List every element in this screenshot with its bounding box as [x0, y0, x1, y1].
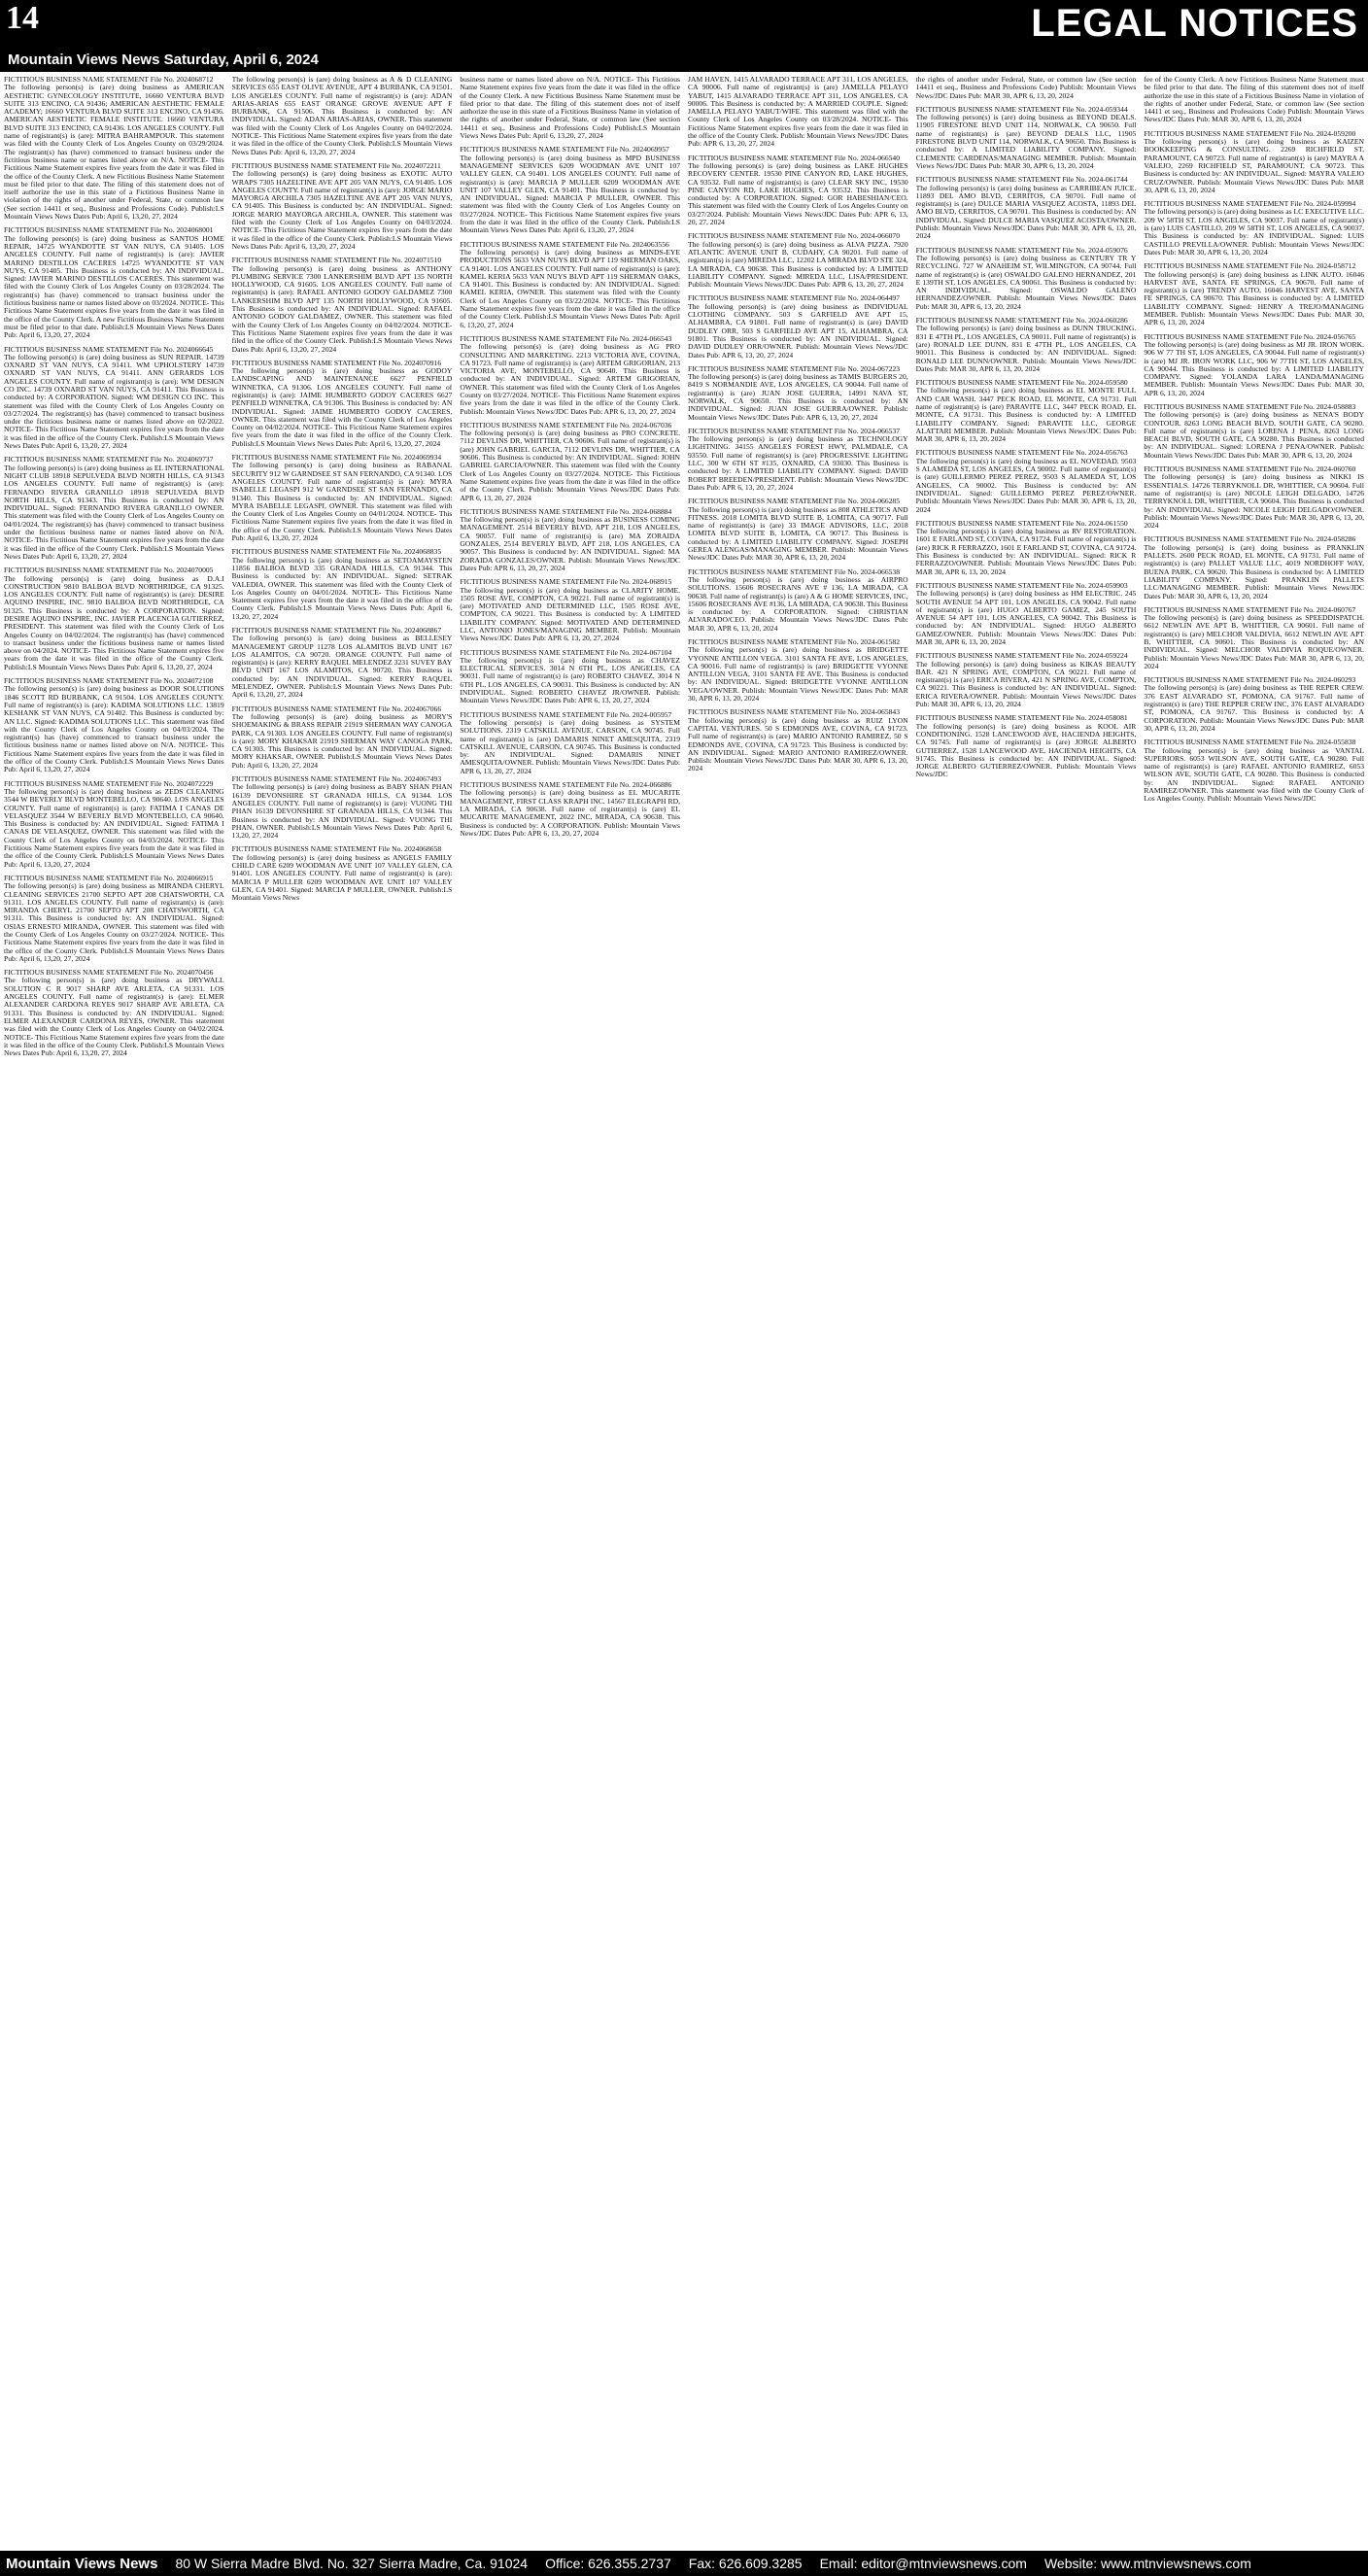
- legal-notice: [460, 422, 680, 502]
- notice-body: The following person(s) is (are) doing business as EL NOVEDAD. 9503 S ALAMEDA ST, LOS ANGELES, CA 90002. Full name of registrant(s) is (are) GUILLERMO PEREZ PEREZ, 9503 S ALAMEDA ST, LOS ANGELES, CA 90002. This Business is conducted by: AN INDIVIDUAL. Signed: GUILLERMO PEREZ PEREZ/OWNER. Publish: Mountain Views News/JDC Dates Pub: MAR 30, APR 6, 13, 20, 2024: [915, 456, 1137, 514]
- notice-heading: FICTITIOUS BUSINESS NAME STATEMENT File No. 2024063556: [460, 239, 669, 249]
- legal-notice: [916, 714, 1137, 778]
- legal-notice: [4, 346, 224, 451]
- notice-body: JAM HAVEN, 1415 ALVARADO TERRACE APT 311, LOS ANGELES, CA 90006. Full name of registrant(s) is (are) JAMELLA PELAYO YABUT, 1415 ALVARADO TERRACE APT 311, LOS ANGELES, CA 90006. This Business is conducted by: A MARRIED COUPLE. Signed: JAMELLA PELAYO YABUT/WIFE. This statement was filed with the County Clerk of Los Angeles County on 03/28/2024. NOTICE- This Fictitious Name Statement expires five years from the date it was filed in the office of the County Clerk. Publish: Mountain Views News/JDC Dates Pub: APR 6, 13, 20, 27, 2024: [688, 76, 908, 149]
- notice-body: business name or names listed above on N/A. NOTICE- This Fictitious Name Statement expires five years from the date it was filed in the office of the County Clerk. A new Fictitious Business Name Statement must be filed prior to that date. The filing of this statement does not of itself authorize the use in this state of a Fictitious Business Name in violation of the rights of another under Federal, State, or common law (See section 14411 et seq., Business and Professions Code) Publish:LS Mountain Views News Dates Pub: April 6, 13,20, 27, 2024: [460, 76, 680, 141]
- legal-notice: [1144, 262, 1364, 326]
- notice-body: The following person(s) is (are) doing business as CHAVEZ ELECTRICAL SERVICES. 3014 N 6TH PL, LOS ANGELES, CA 90031. Full name of registrant(s) is (are) ROBERTO CHAVEZ, 3014 N 6TH PL, LOS ANGELES, CA 90031. This Business is conducted by: AN INDIVIDUAL. Signed: ROBERTO CHAVEZ JR/OWNER. Publish: Mountain Views News/JDC Dates Pub: APR 6, 13, 20, 27, 2024: [460, 655, 680, 705]
- legal-notice: [232, 76, 453, 156]
- notice-body: The following person(s) is (are) doing business as CENTURY TR Y RECYCLING. 727 W ANAHEIM ST, WILMINGTON, CA 90744. Full name of registrant(s) is (are) OSWALDO GALENO HERNANDEZ, 201 E 139TH ST, LOS ANGELES, CA 90061. This Business is conducted by: AN INDIVIDUAL. Signed: OSWALDO GALENO HERNANDEZ/OWNER. Publish: Mountain Views News/JDC Dates Pub: MAR 30, APR 6, 13, 20, 2024: [915, 253, 1137, 311]
- notice-heading: FICTITIOUS BUSINESS NAME STATEMENT File No. 2024072229: [4, 778, 214, 788]
- notice-heading: FICTITIOUS BUSINESS NAME STATEMENT File No. 2024-059580: [915, 378, 1128, 388]
- notice-body: The following person(s) is (are) doing business as BEYOND DEALS. 11905 FIRESTONE BLVD UNIT 114, NORWALK, CA 90650. Full name of registrant(s) is (are) BEYOND DEALS LLC, 11905 FIRESTONE BLVD UNIT 114, NORWALK, CA 90650. This Business is conducted by: A LIMITED LIABILITY COMPANY. Signed: CLEMENTE CARDENAS/MANAGING MEMBER. Publish: Mountain Views News/JDC Dates Pub: MAR 30, APR 6, 13, 20, 2024: [915, 113, 1137, 170]
- notice-body: The following person(s) is (are) doing business as PRO CONCRETE. 7112 DEVLINS DR, WHITTIER, CA 90606. Full name of registrant(s) is (are) JOHN GABRIEL GARCIA, 7112 DEVLINS DR, WHITTIER, CA 90606. This Business is conducted by: AN INDIVIDUAL. Signed: JOHN GABRIEL GARCIA/OWNER. This statement was filed with the County Clerk of Los Angeles County on 03/27/2024. NOTICE- This Fictitious Name Statement expires five years from the date it was filed in the office of the County Clerk. Publish: Mountain Views News/JDC Dates Pub: APR 6, 13, 20, 27, 2024: [460, 429, 680, 502]
- notice-heading: FICTITIOUS BUSINESS NAME STATEMENT File No. 2024-066538: [688, 567, 901, 576]
- legal-notice: [232, 257, 453, 354]
- legal-notice: [4, 226, 224, 339]
- notice-body: The following person(s) is (are) doing business as KAIZEN BOOKKEEPING & CONSULTING. 2269 RICHFIELD ST, PARAMOUNT, CA 90723. Full name of registrant(s) is (are) MAYRA A VALEJO, 2269 RICHFIELD ST, PARAMOUNT, CA 90723. This Business is conducted by: AN INDIVIDUAL. Signed: MAYRA VALEJO CRUZ/OWNER. Publish: Mountain Views News/JDC Dates Pub: MAR 30, APR 6, 13, 20, 2024: [1144, 137, 1364, 194]
- notice-column: [1144, 76, 1364, 2548]
- notice-heading: FICTITIOUS BUSINESS NAME STATEMENT File No. 2024-066543: [460, 333, 672, 343]
- notice-column: [232, 76, 453, 2548]
- notice-body: The following person(s) is (are) doing business as CARRIBEAN JUICE. 11893 DEL AMO BLVD, CERRITOS, CA 90701. Full name of registrant(s) is (are) DULCE MARIA VASQUEZ ACOSTA, 11893 DEL AMO BLVD, CERRITOS, CA 90701. This Business is conducted by: AN INDIVIDUAL. Signed: DULCE MARIA VASQUEZ ACOSTA/OWNER. Publish: Mountain Views News/JDC Dates Pub: MAR 30, APR 6, 13, 20, 2024: [915, 183, 1137, 241]
- footer-office-phone: Office: 626.355.2737: [545, 2556, 671, 2571]
- notice-heading: FICTITIOUS BUSINESS NAME STATEMENT File No. 2024-064497: [688, 293, 901, 303]
- notice-heading: FICTITIOUS BUSINESS NAME STATEMENT File No. 2024-061744: [915, 175, 1128, 185]
- legal-notice: [688, 638, 908, 703]
- notice-body: The following person(s) is (are) doing business as LC EXECUTIVE LLC. 209 W 58TH ST, LOS ANGELES, CA 90037. Full name of registrant(s) is (are) LUIS CASTILLO, 209 W 58TH ST, LOS ANGELES, CA 90037. This Business is conducted by: AN INDIVIDUAL. Signed: LUIS CASTILLO PREVILLA/OWNER. Publish: Mountain Views News/JDC Dates Pub: MAR 30, APR 6, 13, 20, 2024: [1144, 207, 1364, 257]
- notice-heading: FICTITIOUS BUSINESS NAME STATEMENT File No. 2024-058081: [915, 713, 1128, 723]
- notice-body: The following person(s) is (are) doing business as DRYWALL SOLUTION C R 9017 SHARP AVE ARLETA, CA 91331. LOS ANGELES COUNTY. Full name of registrant(s) is (are): ELMER ALEXANDER CARDONA REYES 9017 SHARP AVE ARLETA, CA 91331. This Business is conducted by: AN INDIVIDUAL. Signed: ELMER ALEXANDER CARDONA REYES, OWNER. This statement was filed with the County Clerk of Los Angeles County on 04/02/2024. NOTICE- This Fictitious Name Statement expires five years from the date it was filed in the office of the County Clerk. Publish:LS Mountain Views News Dates Pub: April 6, 13,20, 27, 2024: [4, 976, 224, 1058]
- legal-notice: [232, 627, 453, 700]
- notice-body: The following person(s) is (are) doing business as TAMIS BURGERS 20, 8419 S NORMANDIE AVE, LOS ANGELES, CA 90044. Full name of registrant(s) is (are) JUAN JOSE GUERRA, 14991 NAVA ST, NORWALK, CA 90650. This Business is conducted by: AN INDIVIDUAL. Signed: JUAN JOSE GUERRA/OWNER. Publish: Mountain Views News/JDC Dates Pub: APR 6, 13, 20, 27, 2024: [688, 372, 908, 422]
- notice-heading: FICTITIOUS BUSINESS NAME STATEMENT File No. 2024-060293: [1144, 675, 1356, 685]
- notice-column: [916, 76, 1137, 2548]
- notice-heading: FICTITIOUS BUSINESS NAME STATEMENT File No. 2024070456: [4, 968, 214, 978]
- notice-body: The following person(s) is (are) doing business as KOOL AIR CONDITIONING. 1528 LANCEWOOD AVE, HACIENDA HEIGHTS, CA 91745. Full name of registrant(s) is (are) JORGE ALBERTO GUTIERREZ, 1528 LANCEWOOD AVE, HACIENDA HEIGHTS, CA 91745. This Business is conducted by: AN INDIVIDUAL. Signed: JORGE ALBERTO GUTIERREZ/OWNER. Publish: Mountain Views News/JDC: [915, 721, 1137, 779]
- legal-notice: [1144, 738, 1364, 803]
- notice-heading: FICTITIOUS BUSINESS NAME STATEMENT File No. 2024-065843: [688, 707, 901, 717]
- notice-body: The following person(s) is (are) doing business as TECHNOLOGY LIGHTNING. 34155 ANGELES FOREST HWY, PALMDALE, CA 93550. Full name of registrant(s) is (are) PROGRESSIVE LIGHTING LLC, 300 W 6TH ST #135, OXNARD, CA 93030. This Business is conducted by: A LIMITED LIABILITY COMPANY. Signed: DAVID ROBERT BREEDEN/PRESIDENT. Publish: Mountain Views News/JDC Dates Pub: APR 6, 13, 20, 27, 2024: [688, 434, 908, 492]
- legal-notice: [688, 155, 908, 227]
- legal-notice: [916, 76, 1137, 100]
- legal-notice: [4, 875, 224, 963]
- notice-heading: FICTITIOUS BUSINESS NAME STATEMENT File No. 2024-058712: [1144, 261, 1356, 271]
- notice-body: The following person(s) is (are) doing business as ALVA PIZZA. 7920 ATLANTIC AVENUE UNIT B, CUDAHY, CA 90201. Full name of registrant(s) is (are) MIREDA LLC, 12202 LA MIRADA BLVD STE 324, LA MIRADA, CA 90638. This Business is conducted by: A LIMITED LIABILITY COMPANY. Signed: MIREDA LLC, LISA/PRESIDENT. Publish: Mountain Views News/JDC Dates Pub: APR 6, 13, 20, 27, 2024: [688, 239, 908, 290]
- notice-body: The following person(s) is (are) doing business as INDIVIDUAL CLOTHING COMPANY. 503 S GARFIELD AVE APT 15, ALHAMBRA, CA 91801. Full name of registrant(s) is (are) DAVID DUDLEY ORR, 503 S GARFIELD AVE APT 15, ALHAMBRA, CA 91801. This Business is conducted by: AN INDIVIDUAL. Signed: DAVID DUDLEY ORR/OWNER. Publish: Mountain Views News/JDC Dates Pub: APR 6, 13, 20, 27, 2024: [688, 301, 908, 360]
- notice-body: The following person(s) is (are) doing business as ANTHONY PLUMBING SERVICE 7300 LANKERSHIM BLVD APT 135 NORTH HOLLYWOOD, CA 91605. LOS ANGELES COUNTY. Full name of registrant(s) is (are): RAFAEL ANTONIO GODOY GALDAMEZ 7300 LANKERSHIM BLVD APT 135 NORTH HOLLYWOOD, CA 91605. This Business is conducted by: AN INDIVIDUAL. Signed: RAFAEL ANTONIO GODOY GALDAMEZ, OWNER. This statement was filed with the County Clerk of Los Angeles County on 04/02/2024. NOTICE- This Fictitious Name Statement expires five years from the date it was filed in the office of the County Clerk. Publish:LS Mountain Views News Dates Pub: April 6, 13,20, 27, 2024: [231, 263, 453, 354]
- legal-notice: [688, 365, 908, 422]
- notice-heading: FICTITIOUS BUSINESS NAME STATEMENT File No. 2024-066285: [688, 497, 901, 506]
- legal-notice: [1144, 200, 1364, 257]
- legal-notice: [4, 76, 224, 221]
- legal-notice: [1144, 76, 1364, 124]
- legal-notice: [916, 247, 1137, 311]
- notice-body: The following person(s) is (are) doing business as NIKKI IS ESSENTIALS. 14726 TERRYKNOLL DR, WHITTIER, CA 90604. Full name of registrant(s) is (are) NICOLE LEIGH DELGADO, 14726 TERRYKNOLL DR, WHITTIER, CA 90604. This Business is conducted by: AN INDIVIDUAL. Signed: NICOLE LEIGH DELGADO/OWNER. Publish: Mountain Views News/JDC Dates Pub: MAR 30, APR 6, 13, 20, 2024: [1144, 472, 1364, 531]
- footer-paper-name: Mountain Views News: [6, 2555, 158, 2572]
- legal-notice: [460, 781, 680, 838]
- notice-body: The following person(s) is (are) doing business as NENA'S BODY CONTOUR. 8263 LONG BEACH BLVD, SOUTH GATE, CA 90280. Full name of registrant(s) is (are) LORENA J PENA, 8263 LONG BEACH BLVD, SOUTH GATE, CA 90280. This Business is conducted by: AN INDIVIDUAL. Signed: LORENA J PENA/OWNER. Publish: Mountain Views News/JDC Dates Pub: MAR 30, APR 6, 13, 20, 2024: [1144, 410, 1364, 460]
- notice-heading: FICTITIOUS BUSINESS NAME STATEMENT File No. 2024069957: [460, 145, 669, 155]
- notice-body: The following person(s) is (are) doing business as A & D CLEANING SERVICES 655 EAST OLIVE AVENUE, APT 4 BURBANK, CA 91501. LOS ANGELES COUNTY. Full name of registrant(s) is (are): ADAN ARIAS-ARIAS 655 EAST ORANGE GROVE AVENUE APT F BURBANK, CA 91506. This Business is conducted by: AN INDIVIDUAL. Signed: ADAN ARIAS-ARIAS, OWNER. This statement was filed with the County Clerk of Los Angeles County on 04/02/2024. NOTICE- This Fictitious Name Statement expires five years from the date it was filed in the office of the County Clerk. Publish:LS Mountain Views News Dates Pub: April 6, 13,20, 27, 2024: [231, 76, 453, 156]
- notice-body: The following person(s) is (are) doing business as KIKAS BEAUTY BAR. 421 N SPRING AVE, COMPTON, CA 90221. Full name of registrant(s) is (are) ERICA RIVERA, 421 N SPRING AVE, COMPTON, CA 90221. This Business is conducted by: AN INDIVIDUAL. Signed: ERICA RIVERA/OWNER. Publish: Mountain Views News/JDC Dates Pub: MAR 30, APR 6, 13, 20, 2024: [915, 659, 1137, 709]
- notice-body: The following person(s) is (are) doing business as SUN REPAIR. 14739 OXNARD ST VAN NUYS, CA 91411. WM UPHOLSTERY 14739 OXNARD ST VAN NUYS, CA 91411. ANN GERARDS LOS ANGELES COUNTY. Full name of registrant(s) is (are): WM DESIGN CO INC. 14739 OXNARD ST VAN NUYS, CA 91411. This Business is conducted by: A CORPORATION. Signed: WM DESIGN CO INC. This statement was filed with the County Clerk of Los Angeles County on 03/27/2024. The registrant(s) has (have) commenced to transact business under the fictitious business name or names listed above on 02/2022. NOTICE- This Fictitious Name Statement expires five years from the date it was filed in the office of the County Clerk. Publish:LS Mountain Views News Dates Pub: April 6, 13,20, 27, 2024: [4, 352, 224, 451]
- legal-notice: [4, 677, 224, 774]
- page-number: 14: [6, 0, 39, 36]
- legal-notice: [1144, 403, 1364, 460]
- notice-heading: FICTITIOUS BUSINESS NAME STATEMENT File No. 2024-066540: [688, 153, 901, 162]
- notice-heading: FICTITIOUS BUSINESS NAME STATEMENT File No. 2024-060767: [1144, 604, 1356, 614]
- legal-notice: [688, 708, 908, 773]
- footer-address: 80 W Sierra Madre Blvd. No. 327 Sierra Madre, Ca. 91024: [175, 2556, 529, 2571]
- legal-notice: [916, 582, 1137, 646]
- notice-body: The following person(s) is (are) doing business as RUIZ LYON CAPITAL VENTURES. 50 S EDMONDS AVE, COVINA, CA 91723. Full name of registrant(s) is (are) MARIO ANTONIO RAMIREZ, 50 S EDMONDS AVE, COVINA, CA 91723. This Business is conducted by: AN INDIVIDUAL. Signed: MARIO ANTONIO RAMIREZ/OWNER. Publish: Mountain Views News/JDC Dates Pub: MAR 30, APR 6, 13, 20, 2024: [688, 715, 908, 773]
- footer-email: Email: editor@mtnviewsnews.com: [819, 2556, 1027, 2571]
- legal-notice: [1144, 606, 1364, 670]
- section-title: LEGAL NOTICES: [1031, 2, 1358, 45]
- notice-body: The following person(s) is (are) doing business as EXOTIC AUTO WRAPS 7305 HAZELTINE AVE APT 205 VAN NUYS, CA 91405. LOS ANGELES COUNTY. Full name of registrant(s) is (are): JORGE MARIO MAYORGA ARCHILA 7305 HAZELTINE AVE APT 205 VAN NUYS, CA 91405. This Business is conducted by: AN INDIVIDUAL. Signed: JORGE MARIO MAYORGA ARCHILA, OWNER. This statement was filed with the County Clerk of Los Angeles County on 04/03/2024. NOTICE- This Fictitious Name Statement expires five years from the date it was filed in the office of the County Clerk. Publish:LS Mountain Views News Dates Pub: April 6, 13,20, 27, 2024: [231, 169, 453, 251]
- notice-body: The following person(s) is (are) doing business as ZEDS CLEANING 3544 W BEVERLY BLVD MONTEBELLO, CA 90640. LOS ANGELES COUNTY. Full name of registrant(s) is (are): FATIMA I CANAS DE VELASQUEZ 3544 W BEVERLY BLVD MONTEBELLO, CA 90640. This Business is conducted by: AN INDIVIDUAL. Signed: FATIMA I CANAS DE VELASQUEZ, OWNER. This statement was filed with the County Clerk of Los Angeles County on 04/03/2024. NOTICE- This Fictitious Name Statement expires five years from the date it was filed in the office of the County Clerk. Publish:LS Mountain Views News Dates Pub: April 6, 13,20, 27, 2024: [4, 786, 224, 869]
- masthead-banner: [0, 0, 1368, 49]
- notice-heading: FICTITIOUS BUSINESS NAME STATEMENT File No. 2024-061582: [688, 637, 901, 646]
- legal-notice: [4, 969, 224, 1057]
- legal-notice: [1144, 676, 1364, 733]
- legal-notice: [916, 449, 1137, 513]
- notice-column: [460, 76, 680, 2548]
- notice-heading: FICTITIOUS BUSINESS NAME STATEMENT File No. 2024066915: [4, 873, 214, 882]
- notice-body: The following person(s) is (are) doing business as 808 ATHLETICS AND FITNESS. 2018 LOMITA BLVD SUITE B, LOMITA, CA 90717. Full name of registrant(s) is (are) 33 IMAGE ADVISORS, LLC, 2018 LOMITA BLVD SUITE B, LOMITA, CA 90717. This Business is conducted by: A LIMITED LIABILITY COMPANY. Signed: JOSEPH GEREA ALENGAS/MANAGING MEMBER. Publish: Mountain Views News/JDC Dates Pub: MAR 30, APR 6, 13, 20, 2024: [688, 504, 908, 563]
- legal-notice: [916, 379, 1137, 443]
- legal-notice: [4, 780, 224, 869]
- notice-body: The following person(s) is (are) doing business as CLARITY HOME. 1505 ROSE AVE, COMPTON, CA 90221. Full name of registrant(s) is (are) MOTIVATED AND DETERMINED LLC, 1505 ROSE AVE, COMPTON, CA 90221. This Business is conducted by: A LIMITED LIABILITY COMPANY. Signed: MOTIVATED AND DETERMINED LLC, ANTONIO JONES/MANAGING MEMBER. Publish: Mountain Views News/JDC Dates Pub: APR 6, 13, 20, 27, 2024: [460, 585, 680, 643]
- notice-column: [688, 76, 908, 2548]
- notice-body: the rights of another under Federal, State, or common law (See section 14411 et seq., Business and Professions Code) Publish: Mountain Views News/JDC Dates Pub: MAR 30, APR 6, 13, 20, 2024: [915, 76, 1137, 100]
- notice-heading: FICTITIOUS BUSINESS NAME STATEMENT File No. 2024-056765: [1144, 331, 1356, 341]
- legal-notice: [232, 454, 453, 542]
- notice-body: The following person(s) is (are) doing business as EL INTERNATIONAL NIGHT CLUB 18918 SEPULVEDA BLVD NORTH HILLS, CA 91343 LOS ANGELES COUNTY. Full name of registrant(s) is (are): FERNANDO RIVERA GRANILLO 18918 SEPULVEDA BLVD NORTH HILLS, CA 91343. This Business is conducted by: AN INDIVIDUAL. Signed: FERNANDO RIVERA GRANILLO OWNER. This statement was filed with the County Clerk of Los Angeles County on 04/01/2024. The registrant(s) has (have) commenced to transact business under the fictitious business name or names listed above on N/A. NOTICE- This Fictitious Name Statement expires five years from the date it was filed in the office of the County Clerk. Publish:LS Mountain Views News Dates Pub: April 6, 13,20, 27, 2024: [4, 463, 224, 561]
- notice-body: The following person(s) is (are) doing business as RV RESTORATION. 1601 E FARLAND ST, COVINA, CA 91724. Full name of registrant(s) is (are) RICK R FERRAZZO, 1601 E FARLAND ST, COVINA, CA 91724. This Business is conducted by: AN INDIVIDUAL. Signed: RICK R FERRAZZO/OWNER. Publish: Mountain Views News/JDC Dates Pub: MAR 30, APR 6, 13, 20, 2024: [915, 527, 1137, 576]
- footer-bar: [0, 2551, 1368, 2576]
- notice-columns: [4, 76, 1364, 2548]
- notice-body: The following person(s) is (are) doing business as THE REPER CREW. 376 EAST ALVARADO ST, POMONA, CA 91767. Full name of registrant(s) is (are) THE REPPER CREW INC, 376 EAST ALVARADO ST, POMONA, CA 91767. This Business is conducted by: A CORPORATION. Publish: Mountain Views News/JDC Dates Pub: MAR 30, APR 6, 13, 20, 2024: [1144, 683, 1364, 733]
- notice-heading: FICTITIOUS BUSINESS NAME STATEMENT File No. 2024-059903: [915, 580, 1128, 590]
- notice-heading: FICTITIOUS BUSINESS NAME STATEMENT File No. 2024-060286: [915, 316, 1128, 326]
- notice-body: fee of the County Clerk. A new Fictitious Business Name Statement must be filed prior to that date. The filing of this statement does not of itself authorize the use in this state of a Fictitious Business Name in violation of the rights of another under Federal, State, or common law (See section 14411 et seq., Business and Professions Code) Publish: Mountain Views News/JDC Dates Pub: MAR 30, APR 6, 13, 20, 2024: [1144, 76, 1364, 124]
- notice-body: The following person(s) is (are) doing business as SETOAMAYSTEN 11856 BALBOA BLVD 335 GRANADA HILLS, CA 91344. This Business is conducted by: AN INDIVIDUAL. Signed: SETRAK VALEDIA, OWNER. This statement was filed with the County Clerk of Los Angeles County on 04/01/2024. NOTICE- This Fictitious Name Statement expires five years from the date it was filed in the office of the County Clerk. Publish:LS Mountain Views News Dates Pub: April 6, 13,20, 27, 2024: [231, 555, 453, 621]
- legal-notice: [916, 106, 1137, 170]
- notice-heading: FICTITIOUS BUSINESS NAME STATEMENT File No. 2024-058883: [1144, 401, 1356, 411]
- notice-heading: FICTITIOUS BUSINESS NAME STATEMENT File No. 2024-068884: [460, 506, 672, 516]
- footer-fax: Fax: 626.609.3285: [688, 2556, 803, 2571]
- dateline: Mountain Views News Saturday, April 6, 2024: [0, 49, 1368, 72]
- notice-heading: FICTITIOUS BUSINESS NAME STATEMENT File No. 2024-067223: [688, 363, 901, 373]
- notice-heading: FICTITIOUS BUSINESS NAME STATEMENT File No. 2024-055838: [1144, 738, 1356, 747]
- notice-body: The following person(s) is (are) doing business as SANTOS HOME REPAIR, 14725 WYANDOTTE ST VAN NUYS, CA 91405. LOS ANGELES COUNTY. Full name of registrant(s) is (are): JAVIER MARINO DESTILLOS CACERES 14725 WYANDOTTE ST VAN NUYS, CA 91405. This Business is conducted by: AN INDIVIDUAL. Signed: JAVIER MARINO DESTILLOS CACERES. This statement was filed with the County Clerk of Los Angeles County on 03/28/2024. The registrant(s) has (have) commenced to transact business under the fictitious business name or names listed above on 03/2024. NOTICE- This Fictitious Name Statement expires five years from the date it was filed in the office of the County Clerk. A new Fictitious Business Name Statement must be filed prior to that date. Publish:LS Mountain Views News Dates Pub: April 6, 13,20, 27, 2024: [4, 233, 224, 340]
- legal-notice: [460, 146, 680, 234]
- notice-heading: FICTITIOUS BUSINESS NAME STATEMENT File No. 2024-056763: [915, 448, 1128, 458]
- legal-notice: [916, 652, 1137, 708]
- legal-notice: [4, 456, 224, 561]
- notice-heading: FICTITIOUS BUSINESS NAME STATEMENT File No. 2024068867: [231, 626, 442, 635]
- notice-body: The following person(s) is (are) doing business as HM ELECTRIC. 245 SOUTH AVENUE 54 APT 101, LOS ANGELES, CA 90042. Full name of registrant(s) is (are) HUGO ALBERTO GAMEZ, 245 SOUTH AVENUE 54 APT 101, LOS ANGELES, CA 90042. This Business is conducted by: AN INDIVIDUAL. Signed: HUGO ALBERTO GAMEZ/OWNER. Publish: Mountain Views News/JDC Dates Pub: MAR 30, APR 6, 13, 20, 2024: [915, 589, 1137, 646]
- notice-body: The following person(s) is (are) doing business as VANTAL SUPERIORS. 6053 WILSON AVE, SOUTH GATE, CA 90280. Full name of registrant(s) is (are) RAFAEL ANTONIO RAMIREZ, 6053 WILSON AVE, SOUTH GATE, CA 90280. This Business is conducted by: AN INDIVIDUAL. Signed: RAFAEL ANTONIO RAMIREZ/OWNER. This statement was filed with the County Clerk of Los Angeles County. Publish: Mountain Views News/JDC: [1144, 745, 1364, 804]
- footer-website: Website: www.mtnviewsnews.com: [1043, 2556, 1251, 2571]
- notice-heading: FICTITIOUS BUSINESS NAME STATEMENT File No. 2024066645: [4, 344, 214, 354]
- notice-body: The following person(s) is (are) doing business as MJ JR. IRON WORK. 906 W 77 TH ST, LOS ANGELES, CA 90044. Full name of registrant(s) is (are) MJ JR. IRON WORK LLC, 906 W 77TH ST, LOS ANGELES, CA 90044. This Business is conducted by: A LIMITED LIABILITY COMPANY. Signed: YOLANDA LARA LANDA/MANAGING MEMBER. Publish: Mountain Views News/JDC Dates Pub: MAR 30, APR 6, 13, 20, 2024: [1144, 339, 1364, 397]
- notice-heading: FICTITIOUS BUSINESS NAME STATEMENT File No. 2024068001: [4, 225, 214, 235]
- notice-heading: FICTITIOUS BUSINESS NAME STATEMENT File No. 2024-060760: [1144, 464, 1356, 474]
- notice-heading: FICTITIOUS BUSINESS NAME STATEMENT File No. 2024-066070: [688, 231, 901, 241]
- notice-heading: FICTITIOUS BUSINESS NAME STATEMENT File No. 2024-068915: [460, 577, 672, 587]
- legal-notice: [916, 317, 1137, 373]
- legal-notice: [1144, 130, 1364, 194]
- notice-body: The following person(s) is (are) doing business as MINDS-EYE PRODUCTIONS 5633 VAN NUYS BLVD APT 119 SHERMAN OAKS, CA 91401. LOS ANGELES COUNTY. Full name of registrant(s) is (are): KAMEL KERIA 5633 VAN NUYS BLVD APT 119 SHERMAN OAKS, CA 91401. This Business is conducted by: AN INDIVIDUAL. Signed: KAMEL KERIA, OWNER. This statement was filed with the County Clerk of Los Angeles County on 03/22/2024. NOTICE- This Fictitious Name Statement expires five years from the date it was filed in the office of the County Clerk. Publish:LS Mountain Views News Dates Pub: April 6, 13,20, 27, 2024: [460, 247, 680, 329]
- notice-body: The following person(s) is (are) doing business as BRIDGETTE VYONNE ANTILLON VEGA. 3101 SANTA FE AVE, LOS ANGELES, CA 90016. Full name of registrant(s) is (are) BRIDGETTE VYONNE ANTILLON VEGA, 3101 SANTA FE AVE. This Business is conducted by: AN INDIVIDUAL. Signed: BRIDGETTE VYONNE ANTILLON VEGA/OWNER. Publish: Mountain Views News/JDC Dates Pub: MAR 30, APR 6, 13, 20, 2024: [688, 645, 908, 704]
- legal-notice: [688, 428, 908, 492]
- notice-heading: FICTITIOUS BUSINESS NAME STATEMENT File No. 2024069737: [4, 455, 214, 464]
- notice-heading: FICTITIOUS BUSINESS NAME STATEMENT File No. 2024068835: [231, 547, 442, 557]
- notice-heading: FICTITIOUS BUSINESS NAME STATEMENT File No. 2024068658: [231, 844, 442, 854]
- legal-notice: [232, 775, 453, 840]
- legal-notice: [688, 232, 908, 289]
- legal-notice: [232, 845, 453, 902]
- notice-body: The following person(s) is (are) doing business as ANGELS FAMILY CHILD CARE 6209 WOODMAN AVE UNIT 107 VALLEY GLEN, CA 91401. LOS ANGELES COUNTY. Full name of registrant(s) is (are): MARCIA P MULLER 6209 WOODMAN AVE UNIT 107 VALLEY GLEN, CA 91401. Signed: MARCIA P MULLER, OWNER. Publish:LS Mountain Views News: [231, 852, 453, 903]
- legal-notice: [460, 578, 680, 642]
- notice-heading: FICTITIOUS BUSINESS NAME STATEMENT File No. 2024-061550: [915, 518, 1128, 528]
- legal-notice: [460, 76, 680, 140]
- notice-heading: FICTITIOUS BUSINESS NAME STATEMENT File No. 2024-066537: [688, 426, 901, 435]
- notice-heading: FICTITIOUS BUSINESS NAME STATEMENT File No. 2024-066886: [460, 780, 672, 790]
- legal-notice: [232, 360, 453, 448]
- notice-body: The following person(s) is (are) doing business as DOOR SOLUTIONS 1846 SCOTT RD BURBANK, CA 91504. LOS ANGELES COUNTY. Full name of registrant(s) is (are): KADIMA SOLUTIONS LLC. 13819 KESHANK ST VAN NUYS, CA 91402. This Business is conducted by: AN LLC. Signed: KADIMA SOLUTIONS LLC. This statement was filed with the County Clerk of Los Angeles County on 04/03/2024. The registrant(s) has (have) commenced to transact business under the fictitious business name or names listed above on N/A. NOTICE- This Fictitious Name Statement expires five years from the date it was filed in the office of the County Clerk. Publish:LS Mountain Views News Dates Pub: April 6, 13,20, 27, 2024: [4, 684, 224, 774]
- legal-notice: [916, 176, 1137, 240]
- legal-notice: [460, 241, 680, 329]
- legal-notice: [1144, 465, 1364, 530]
- legal-notice: [232, 548, 453, 621]
- notice-body: The following person(s) is (are) doing business as BUSINESS COMING MANAGEMENT. 2514 BEVERLY BLVD, APT 218, LOS ANGELES, CA 90057. Full name of registrant(s) is (are) MA ZORAIDA GONZALES, 2514 BEVERLY BLVD, APT 218, LOS ANGELES, CA 90057. This Business is conducted by: AN INDIVIDUAL. Signed: MA ZORAIDA GONZALES/OWNER. Publish: Mountain Views News/JDC Dates Pub: APR 6, 13, 20, 27, 2024: [460, 515, 680, 572]
- notice-heading: FICTITIOUS BUSINESS NAME STATEMENT File No. 2024-059994: [1144, 199, 1356, 209]
- legal-notice: [688, 568, 908, 633]
- legal-notice: [688, 76, 908, 149]
- legal-notice: [688, 498, 908, 562]
- notice-heading: FICTITIOUS BUSINESS NAME STATEMENT File No. 2024-059344: [915, 104, 1128, 114]
- notice-heading: FICTITIOUS BUSINESS NAME STATEMENT File No. 2024072211: [231, 160, 441, 170]
- notice-heading: FICTITIOUS BUSINESS NAME STATEMENT File No. 2024072108: [4, 676, 214, 686]
- notice-heading: FICTITIOUS BUSINESS NAME STATEMENT File No. 2024071510: [231, 256, 442, 265]
- legal-notice: [4, 567, 224, 671]
- notice-body: The following person(s) is (are) doing business as MORY'S SHOEMAKING & BRASS REPAIR 21919 SHERMAN WAY CANOGA PARK, CA 91303. LOS ANGELES COUNTY. Full name of registrant(s) is (are): MORY KHAKSAR 21919 SHERMAN WAY CANOGA PARK, CA 91303. This Business is conducted by: AN INDIVIDUAL. Signed: MORY KHAKSAR, OWNER. Publish:LS Mountain Views News Dates Pub: April 6, 13,20, 27, 2024: [231, 711, 453, 770]
- notice-heading: FICTITIOUS BUSINESS NAME STATEMENT File No. 2024069934: [231, 453, 442, 463]
- notice-heading: FICTITIOUS BUSINESS NAME STATEMENT File No. 2024067493: [231, 774, 442, 784]
- legal-notice: [232, 705, 453, 770]
- notice-heading: FICTITIOUS BUSINESS NAME STATEMENT File No. 2024068712: [4, 76, 214, 84]
- legal-notice: [460, 335, 680, 416]
- legal-notice: [460, 649, 680, 705]
- notice-heading: FICTITIOUS BUSINESS NAME STATEMENT File No. 2024-059200: [1144, 128, 1356, 138]
- notice-body: The following person(s) is (are) doing business as MPD BUSINESS MANAGEMENT SERVICES 6209 WOODMAN AVE UNIT 107 VALLEY GLEN, CA 91401. LOS ANGELES COUNTY. Full name of registrant(s) is (are): MARCIA P MULLER 6209 WOODMAN AVE UNIT 107 VALLEY GLEN, CA 91401. This Business is conducted by: AN INDIVIDUAL. Signed: MARCIA P MULLER, OWNER. This statement was filed with the County Clerk of Los Angeles County on 03/27/2024. NOTICE- This Fictitious Name Statement expires five years from the date it was filed in the office of the County Clerk. Publish:LS Mountain Views News Dates Pub: April 6, 13,20, 27, 2024: [460, 153, 680, 235]
- legal-notice: [688, 294, 908, 359]
- notice-heading: FICTITIOUS BUSINESS NAME STATEMENT File No. 2024-067104: [460, 647, 672, 657]
- notice-body: The following person(s) is (are) doing business as LINK AUTO. 16046 HARVEST AVE, SANTA FE SPRINGS, CA 90670. Full name of registrant(s) is (are) TRENDY AUTO, 16046 HARVEST AVE, SANTA FE SPRINGS, CA 90670. This Business is conducted by: A LIMITED LIABILITY COMPANY. Signed: HENRY A TREJO/MANAGING MEMBER. Publish: Mountain Views News/JDC Dates Pub: MAR 30, APR 6, 13, 20, 2024: [1144, 269, 1364, 327]
- notice-heading: FICTITIOUS BUSINESS NAME STATEMENT File No. 2024-005957: [460, 709, 672, 719]
- notice-body: The following person(s) is (are) doing business as SYSTEM SOLUTIONS. 2319 CATSKILL AVENUE, CARSON, CA 90745. Full name of registrant(s) is (are) DAMARIS NINET AMESQUITA, 2319 CATSKILL AVENUE, CARSON, CA 90745. This Business is conducted by: AN INDIVIDUAL. Signed: DAMARIS NINET AMESQUITA/OWNER. Publish: Mountain Views News/JDC Dates Pub: APR 6, 13, 20, 27, 2024: [460, 717, 680, 775]
- notice-body: The following person(s) is (are) doing business as MIRANDA CHERYL CLEANING SERVICES 21700 SEPTO APT 208 CHATSWORTH, CA 91311. LOS ANGELES COUNTY. Full name of registrant(s) is (are): MIRANDA CHERYL 21700 SEPTO APT 208 CHATSWORTH, CA 91311. This Business is conducted by: AN INDIVIDUAL. Signed: OSIAS ERNESTO MIRANDA, OWNER. This statement was filed with the County Clerk of Los Angeles County on 03/27/2024. NOTICE- This Fictitious Name Statement expires five years from the date it was filed in the office of the County Clerk. Publish:LS Mountain Views News Dates Pub: April 6, 13,20, 27, 2024: [4, 881, 224, 963]
- notice-body: The following person(s) is (are) doing business as BABY SHAN PHAN 16139 DEVONSHIRE ST GRANADA HILLS, CA 91344. LOS ANGELES COUNTY. Full name of registrant(s) is (are): VUONG THI PHAN 16139 DEVONSHIRE ST GRANADA HILLS, CA 91344. This Business is conducted by: AN INDIVIDUAL. Signed: VUONG THI PHAN, OWNER. Publish:LS Mountain Views News Dates Pub: April 6, 13,20, 27, 2024: [231, 782, 453, 841]
- legal-notice: [232, 162, 453, 251]
- notice-body: The following person(s) is (are) doing business as EL MONTE FULL AND CAR WASH. 3447 PECK ROAD, EL MONTE, CA 91731. Full name of registrant(s) is (are) PARAVITE LLC, 3447 PECK ROAD, EL MONTE, CA 91731. This Business is conducted by: A LIMITED LIABILITY COMPANY. Signed: PARAVITE LLC, GEORGE ALATTARI MEMBER. Publish: Mountain Views News/JDC Dates Pub: MAR 30, APR 6, 13, 20, 2024: [915, 386, 1137, 444]
- notice-body: The following person(s) is (are) doing business as SPEEDDISPATCH. 6612 NEWLIN AVE APT B, WHITTIER, CA 90601. Full name of registrant(s) is (are) MELCHOR VALDIVIA, 6612 NEWLIN AVE APT B, WHITTIER, CA 90601. This Business is conducted by: AN INDIVIDUAL. Signed: MELCHOR VALDIVIA ROQUE/OWNER. Publish: Mountain Views News/JDC Dates Pub: MAR 30, APR 6, 13, 20, 2024: [1144, 613, 1364, 670]
- notice-body: The following person(s) is (are) doing business as BELLESEY MANAGEMENT GROUP 11278 LOS ALAMITOS BLVD UNIT 167 LOS ALAMITOS, CA 90720. ORANGE COUNTY. Full name of registrant(s) is (are): KERRY RAQUEL MELENDEZ 3231 SUVEY BAY BLVD UNIT 167 LOS ALAMITOS, CA 90720. This Business is conducted by: AN INDIVIDUAL. Signed: KERRY RAQUEL MELENDEZ, OWNER. Publish:LS Mountain Views News Dates Pub: April 6, 13,20, 27, 2024: [231, 634, 453, 700]
- notice-heading: FICTITIOUS BUSINESS NAME STATEMENT File No. 2024067066: [231, 704, 442, 713]
- legal-notice: [460, 508, 680, 572]
- notice-body: The following person(s) is (are) doing business as AG PRO CONSULTING AND MARKETING. 2213 VICTORIA AVE, COVINA, CA 91723. Full name of registrant(s) is (are) ARTEM GRIGORIAN, 213 VICTORIA AVE, MONTEBELLO, CA 90640. This Business is conducted by: AN INDIVIDUAL. Signed: ARTEM GRIGORIAN, OWNER. This statement was filed with the County Clerk of Los Angeles County on 03/27/2024. NOTICE- This Fictitious Name Statement expires five years from the date it was filed in the office of the County Clerk. Publish: Mountain Views News/JDC Dates Pub: APR 6, 13, 20, 27, 2024: [460, 342, 680, 416]
- legal-notice: [1144, 535, 1364, 600]
- legal-notice: [1144, 333, 1364, 397]
- legal-notice: [916, 520, 1137, 576]
- notice-body: The following person(s) is (are) doing business as AIRPRO SOLUTIONS. 15606 ROSECRANS AVE # 136, LA MIRADA, CA 90638. Full name of registrant(s) is (are) A & G HOME SERVICES, INC, 15606 ROSECRANS AVE #136, LA MIRADA, CA 90638. This Business is conducted by: A CORPORATION. Signed: CHRISTIAN ALVARADO/CEO. Publish: Mountain Views News/JDC Dates Pub: MAR 30, APR 6, 13, 20, 2024: [688, 574, 908, 633]
- notice-body: The following person(s) is (are) doing business as AMERICAN AESTHETIC GYNECOLOGY INSTITUTE, 16660 VENTURA BLVD SUITE 313 ENCINO, CA 91436; AMERICAN AESTHETIC FEMALE ACADEMY; 16660 VENTURA BLVD SUITE 313 ENCINO, CA 91436. AMERICAN AESTHETIC FEMALE INSTITUTE. 16660 VENTURA BLVD SUITE 313 ENCINO, CA 91436. LOS ANGELES COUNTY. Full name of registrant(s) is (are): MITRA BAHRAMPOUR. This statement was filed with the County Clerk of Los Angeles County on 03/29/2024. The registrant(s) has (have) commenced to transact business under the fictitious business name or names listed above on N/A. NOTICE- This Fictitious Name Statement expires five years from the date it was filed in the office of the County Clerk. A new Fictitious Business Name Statement must be filed prior to that date. The filing of this statement does not of itself authorize the use in this state of a Fictitious Business Name in violation of the rights of another under Federal, State, or common law (See section 14411 et seq., Business and Professions Code). Publish:LS Mountain Views News Dates Pub: April 6, 13,20, 27, 2024: [4, 83, 224, 222]
- legal-notice: [460, 711, 680, 775]
- notice-body: The following person(s) is (are) doing business as LAKE HUGHES RECOVERY CENTER. 19530 PINE CANYON RD, LAKE HUGHES, CA 93532. Full name of registrant(s) is (are) CLEAR SKY INC, 19530 PINE CANYON RD, LAKE HUGHES, CA 93532. This Business is conducted by: A CORPORATION. Signed: GOR HABESHIAN/CEO. This statement was filed with the County Clerk of Los Angeles County on 03/27/2024. Publish: Mountain Views News/JDC Dates Pub: APR 6, 13, 20, 27, 2024: [688, 160, 908, 227]
- notice-body: The following person(s) is (are) doing business as EL MUCARITE MANAGEMENT, FIRST CLASS KRAPH INC. 14567 ELEGRAPH RD, LA MIRADA, CA 90638. Full name of registrant(s) is (are) EL MUCARITE MANAGEMENT, 2022 INC, MIRADA, CA 90638. This Business is conducted by: A CORPORATION. Publish: Mountain Views News/JDC Dates Pub: APR 6, 13, 20, 27, 2024: [460, 788, 680, 838]
- notice-heading: FICTITIOUS BUSINESS NAME STATEMENT File No. 2024-059076: [915, 245, 1128, 255]
- notice-heading: FICTITIOUS BUSINESS NAME STATEMENT File No. 2024-067036: [460, 420, 672, 429]
- notice-body: The following person(s) is (are) doing business as GODOY LANDSCAPING AND MAINTENANCE 6627 PENFIELD WINNETKA, CA 91306. LOS ANGELES COUNTY. Full name of registrant(s) is (are): JAIME HUMBERTO GODOY CACERES 6627 PENFIELD WINNETKA, CA 91306. This Business is conducted by: AN INDIVIDUAL. Signed: JAIME HUMBERTO GODOY CACERES, OWNER. This statement was filed with the County Clerk of Los Angeles County on 04/02/2024. NOTICE- This Fictitious Name Statement expires five years from the date it was filed in the office of the County Clerk. Publish:LS Mountain Views News Dates Pub: April 6, 13,20, 27, 2024: [231, 366, 453, 448]
- notice-heading: FICTITIOUS BUSINESS NAME STATEMENT File No. 2024070005: [4, 566, 214, 575]
- notice-heading: FICTITIOUS BUSINESS NAME STATEMENT File No. 2024-059224: [915, 651, 1128, 661]
- notice-column: [4, 76, 224, 2548]
- notice-heading: FICTITIOUS BUSINESS NAME STATEMENT File No. 2024070916: [231, 358, 442, 367]
- notice-body: The following person(s) is (are) doing business as DUNN TRUCKING. 831 E 47TH PL, LOS ANGELES, CA 90011. Full name of registrant(s) is (are) RONALD LEE DUNN, 831 E 47TH PL, LOS ANGELES, CA 90011. This Business is conducted by: AN INDIVIDUAL. Signed: RONALD LEE DUNN/OWNER. Publish: Mountain Views News/JDC Dates Pub: MAR 30, APR 6, 13, 20, 2024: [915, 324, 1137, 373]
- notice-body: The following person(s) is (are) doing business as PRANKLIN PALLETS. 2600 PECK ROAD, EL MONTE, CA 91731. Full name of registrant(s) is (are) PALLET VALUE LLC, 4019 NORDHOFF WAY, BUENA PARK, CA 90620. This Business is conducted by: A LIMITED LIABILITY COMPANY. Signed: PRANKLIN PALLETS LLC/MANAGING MEMBER. Publish: Mountain Views News/JDC Dates Pub: MAR 30, APR 6, 13, 20, 2024: [1144, 542, 1364, 601]
- notice-body: The following person(s) is (are) doing business as D.A.I CONSTRUCTION 9810 BALBOA BLVD NORTHRIDGE, CA 91325. LOS ANGELES COUNTY. Full name of registrant(s) is (are): DESIRE AQUINO INSPIRE, INC. 9810 BALBOA BLVD NORTHRIDGE, CA 91325. This Business is conducted by: A CORPORATION. Signed: DESIRE AQUINO INSPIRE, INC. JAVIER PLACENCIA GUTIERREZ, PRESIDENT. This statement was filed with the County Clerk of Los Angeles County on 04/02/2024. The registrant(s) has (have) commenced to transact business under the fictitious business name or names listed above on 04/2024. NOTICE- This Fictitious Name Statement expires five years from the date it was filed in the office of the County Clerk. Publish:LS Mountain Views News Dates Pub: April 6, 13,20, 27, 2024: [4, 573, 224, 671]
- notice-heading: FICTITIOUS BUSINESS NAME STATEMENT File No. 2024-058286: [1144, 534, 1356, 544]
- notice-body: The following person(s) is (are) doing business as RABANAL SECURITY 912 W GARNDSEE ST SAN FERNANDO, CA 91340. LOS ANGELES COUNTY. Full name of registrant(s) is (are): MYRA ISABELLE LEGASPI 912 W GARNDSEE ST SAN FERNANDO, CA 91340. This Business is conducted by: AN INDIVIDUAL. Signed: MYRA ISABELLE LEGASPI, OWNER. This statement was filed with the County Clerk of Los Angeles County on 04/01/2024. NOTICE- This Fictitious Name Statement expires five years from the date it was filed in the office of the County Clerk. Publish:LS Mountain Views News Dates Pub: April 6, 13,20, 27, 2024: [231, 461, 453, 543]
